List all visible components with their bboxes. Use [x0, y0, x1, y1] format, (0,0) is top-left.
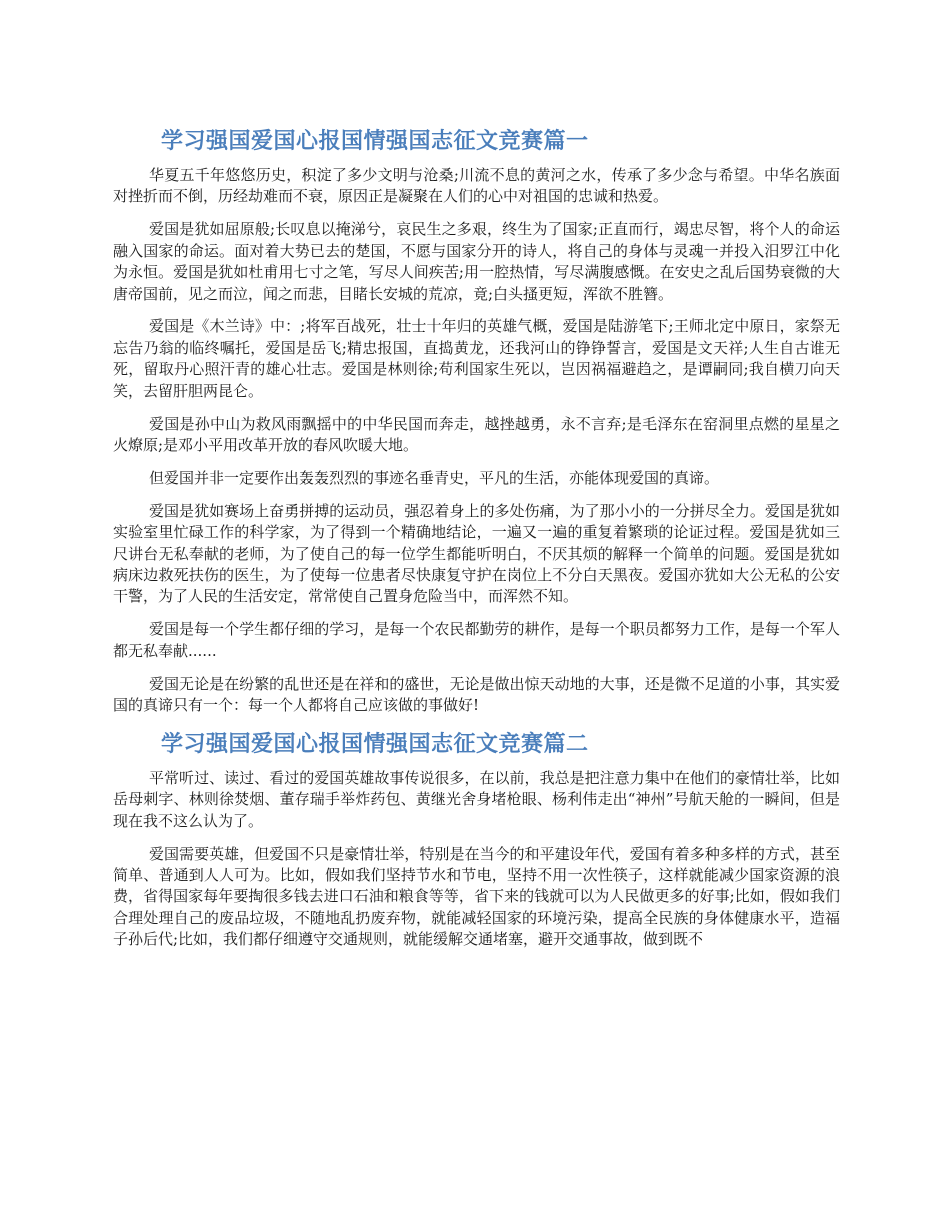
section-title-1: 学习强国爱国心报国情强国志征文竞赛篇一: [161, 129, 589, 154]
paragraph: 爱国是孙中山为救风雨飘摇中的中华民国而奔走，越挫越勇，永不言弃;是毛泽东在窑洞里点燃的星星之火燎原;是邓小平用改革开放的春风吹暖大地。: [113, 414, 840, 454]
paragraph: 爱国是《木兰诗》中：;将军百战死，壮士十年归的英雄气概，爱国是陆游笔下;王师北定中原日，家祭无忘告乃翁的临终嘱托，爱国是岳飞;精忠报国，直捣黄龙，还我河山的铮铮誓言，爱国是文天祥;人生自古谁无死，留取丹心照汗青的雄心壮志。爱国是林则徐;苟利国家生死以，岂因祸福避趋之，是谭嗣同;我自横刀向天笑，去留肝胆两昆仑。: [113, 317, 840, 400]
paragraph: 爱国是犹如屈原般;长叹息以掩涕兮，哀民生之多艰，终生为了国家;正直而行，竭忠尽智，将个人的命运融入国家的命运。面对着大势已去的楚国，不愿与国家分开的诗人，将自己的身体与灵魂一并投入汨罗江中化为永恒。爱国是犹如杜甫用七寸之笔，写尽人间疾苦;用一腔热情，写尽满腹感慨。在安史之乱后国势衰微的大唐帝国前，见之而泣，闻之而悲，目睹长安城的荒凉，竟;白头搔更短，浑欲不胜簪。: [113, 220, 840, 303]
paragraph: 爱国是每一个学生都仔细的学习，是每一个农民都勤劳的耕作，是每一个职员都努力工作，是每一个军人都无私奉献......: [113, 620, 840, 660]
section-title-2: 学习强国爱国心报国情强国志征文竞赛篇二: [161, 731, 589, 757]
paragraph: 爱国无论是在纷繁的乱世还是在祥和的盛世，无论是做出惊天动地的大事，还是微不足道的小事，其实爱国的真谛只有一个：每一个人都将自己应该做的事做好!: [113, 674, 840, 715]
paragraph: 但爱国并非一定要作出轰轰烈烈的事迹名垂青史，平凡的生活，亦能体现爱国的真谛。: [149, 468, 720, 487]
paragraph: 平常听过、读过、看过的爱国英雄故事传说很多，在以前，我总是把注意力集中在他们的豪情壮举，比如岳母刺字、林则徐焚烟、董存瑞手举炸药包、黄继光舍身堵枪眼、杨利伟走出“神州”号航天舱的一瞬间，但是现在我不这么认为了。: [113, 768, 840, 830]
paragraph: 爱国是犹如赛场上奋勇拼搏的运动员，强忍着身上的多处伤痛，为了那小小的一分拼尽全力。爱国是犹如实验室里忙碌工作的科学家，为了得到一个精确地结论，一遍又一遍的重复着繁琐的论证过程。爱国是犹如三尺讲台无私奉献的老师，为了使自己的每一位学生都能听明白，不厌其烦的解释一个简单的问题。爱国是犹如病床边救死扶伤的医生，为了使每一位患者尽快康复守护在岗位上不分白天黑夜。爱国亦犹如大公无私的公安干警，为了人民的生活安定，常常使自己置身危险当中，而浑然不知。: [113, 501, 840, 606]
document-page: [113, 125, 840, 962]
paragraph: 爱国需要英雄，但爱国不只是豪情壮举，特别是在当今的和平建设年代，爱国有着多种多样的方式，甚至简单、普通到人人可为。比如，假如我们坚持节水和节电，坚持不用一次性筷子，这样就能减少国家资源的浪费，省得国家每年要掏很多钱去进口石油和粮食等等，省下来的钱就可以为人民做更多的好事;比如，假如我们合理处理自己的废品垃圾，不随地乱扔废弃物，就能减轻国家的环境污染，提高全民族的身体健康水平，造福子孙后代;比如，我们都仔细遵守交通规则，就能缓解交通堵塞，避开交通事故，做到既不: [113, 844, 840, 949]
paragraph: 华夏五千年悠悠历史，积淀了多少文明与沧桑;川流不息的黄河之水，传承了多少念与希望。中华名族面对挫折而不倒，历经劫难而不衰，原因正是凝聚在人们的心中对祖国的忠诚和热爱。: [113, 166, 840, 206]
